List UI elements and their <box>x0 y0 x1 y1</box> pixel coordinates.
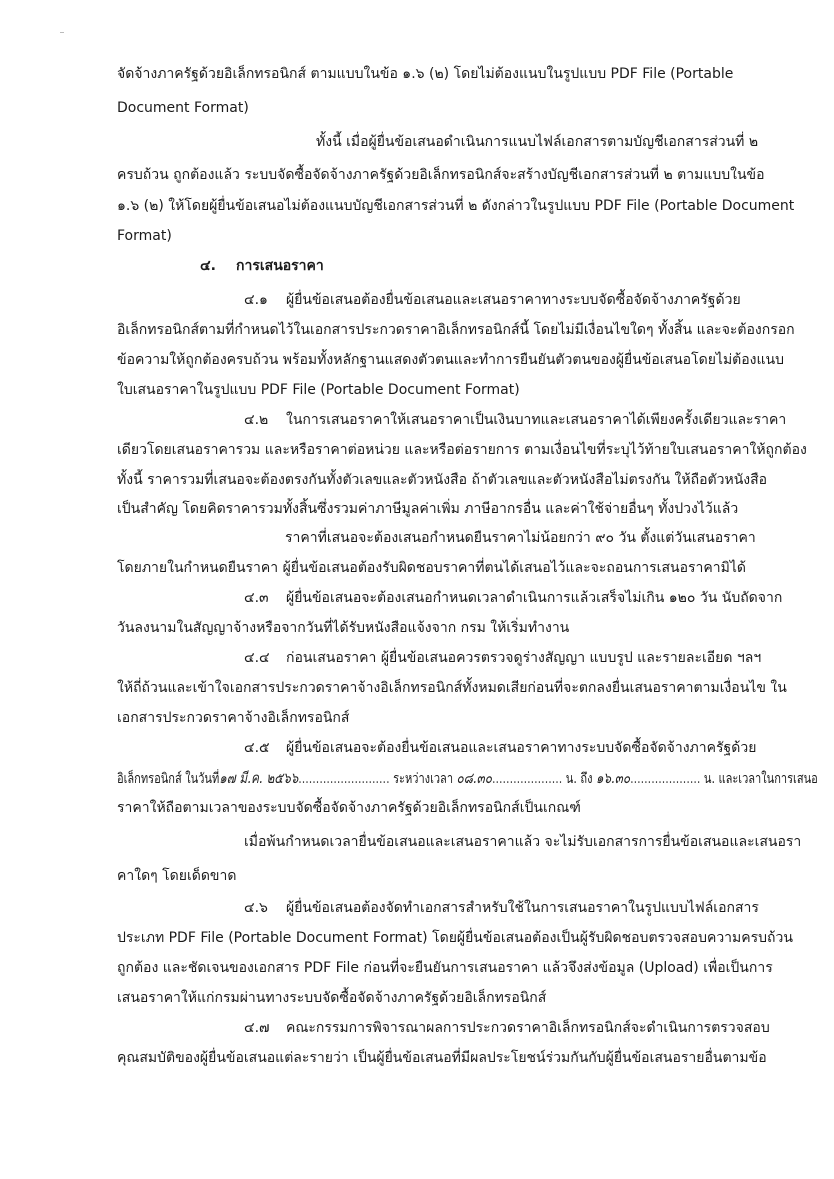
end-time-dotted-field: .................... <box>630 771 701 787</box>
clause-4-5-first-line <box>244 738 756 758</box>
body-line: ทั้งนี้ เมื่อผู้ยื่นข้อเสนอดำเนินการแนบไฟล์เอกสารตามบัญชีเอกสารส่วนที่ ๒ <box>316 134 759 150</box>
between-label: ระหว่างเวลา <box>393 771 454 787</box>
date-line-suffix: น. และเวลาในการเสนอ <box>703 771 818 787</box>
clause-4-5-date-line <box>117 768 818 789</box>
scan-mark <box>60 32 64 33</box>
body-line: วันลงนามในสัญญาจ้างหรือจากวันที่ได้รับหนังสือแจ้งจาก กรม ให้เริ่มทำงาน <box>117 620 570 636</box>
clause-number: ๔.๕ <box>244 740 270 756</box>
clause-4-7-first-line <box>244 1018 770 1038</box>
clause-text: ก่อนเสนอราคา ผู้ยื่นข้อเสนอควรตรวจดูร่างสัญญา แบบรูป และรายละเอียด ฯลฯ <box>286 650 762 666</box>
body-line: ประเภท PDF File (Portable Document Format) โดยผู้ยื่นข้อเสนอต้องเป็นผู้รับผิดชอบตรวจสอบความครบถ้วน <box>117 930 793 946</box>
body-line: เสนอราคาให้แก่กรมผ่านทางระบบจัดซื้อจัดจ้างภาครัฐด้วยอิเล็กทรอนิกส์ <box>117 990 547 1006</box>
body-line: เอกสารประกวดราคาจ้างอิเล็กทรอนิกส์ <box>117 710 350 726</box>
body-line: โดยภายในกำหนดยืนราคา ผู้ยื่นข้อเสนอต้องรับผิดชอบราคาที่ตนได้เสนอไว้และจะถอนการเสนอราคามิได้ <box>117 560 746 576</box>
clause-text: ผู้ยื่นข้อเสนอต้องจัดทำเอกสารสำหรับใช้ในการเสนอราคาในรูปแบบไฟล์เอกสาร <box>286 900 759 916</box>
body-line: ๑.๖ (๒) ให้โดยผู้ยื่นข้อเสนอไม่ต้องแนบบัญชีเอกสารส่วนที่ ๒ ดังกล่าวในรูปแบบ PDF File (Portable Document <box>117 198 795 214</box>
clause-text: ผู้ยื่นข้อเสนอจะต้องเสนอกำหนดเวลาดำเนินการแล้วเสร็จไม่เกิน ๑๒๐ วัน นับถัดจาก <box>286 590 783 606</box>
clause-4-3-first-line <box>244 588 782 608</box>
body-line: คาใดๆ โดยเด็ดขาด <box>117 868 237 884</box>
body-line: ให้ถี่ถ้วนและเข้าใจเอกสารประกวดราคาจ้างอิเล็กทรอนิกส์ทั้งหมดเสียก่อนที่จะตกลงยื่นเสนอราคาตามเงื่อนไข ใน <box>117 680 787 696</box>
body-line: Document Format) <box>117 100 249 116</box>
unit-label: น. <box>565 771 577 787</box>
clause-number: ๔.๒ <box>244 412 269 428</box>
clause-text: ในการเสนอราคาให้เสนอราคาเป็นเงินบาทและเสนอราคาได้เพียงครั้งเดียวและราคา <box>286 412 787 428</box>
to-label: ถึง <box>580 771 593 787</box>
body-line: เป็นสำคัญ โดยคิดราคารวมทั้งสิ้นซึ่งรวมค่าภาษีมูลค่าเพิ่ม ภาษีอากรอื่น และค่าใช้จ่ายอื่นๆ ทั้งปวงไว้แล้ว <box>117 501 739 517</box>
clause-number: ๔.๓ <box>244 590 269 606</box>
clause-number: ๔.๔ <box>244 650 270 666</box>
body-line: จัดจ้างภาครัฐด้วยอิเล็กทรอนิกส์ ตามแบบในข้อ ๑.๖ (๒) โดยไม่ต้องแนบในรูปแบบ PDF File (Portable <box>117 66 734 82</box>
date-dotted-field: .......................... <box>298 771 390 787</box>
body-line: เมื่อพ้นกำหนดเวลายื่นข้อเสนอและเสนอราคาแล้ว จะไม่รับเอกสารการยื่นข้อเสนอและเสนอรา <box>244 834 802 850</box>
section-number: ๔. <box>200 258 216 274</box>
body-line: Format) <box>117 228 172 244</box>
body-line: ข้อความให้ถูกต้องครบถ้วน พร้อมทั้งหลักฐานแสดงตัวตนและทำการยืนยันตัวตนของผู้ยื่นข้อเสนอโดยไม่ต้องแนบ <box>117 352 784 368</box>
clause-4-6-first-line <box>244 898 759 918</box>
clause-text: ผู้ยื่นข้อเสนอจะต้องยื่นข้อเสนอและเสนอราคาทางระบบจัดซื้อจัดจ้างภาครัฐด้วย <box>286 740 757 756</box>
clause-text: คณะกรรมการพิจารณาผลการประกวดราคาอิเล็กทรอนิกส์จะดำเนินการตรวจสอบ <box>286 1020 770 1036</box>
body-line: ราคาที่เสนอจะต้องเสนอกำหนดยืนราคาไม่น้อยกว่า ๙๐ วัน ตั้งแต่วันเสนอราคา <box>285 530 756 546</box>
clause-4-1-first-line <box>244 290 741 310</box>
date-prefix: อิเล็กทรอนิกส์ ในวันที่ <box>117 771 220 787</box>
date-handwritten: ๑๗ มี.ค. ๒๕๖๖ <box>219 769 299 787</box>
body-line: ครบถ้วน ถูกต้องแล้ว ระบบจัดซื้อจัดจ้างภาครัฐด้วยอิเล็กทรอนิกส์จะสร้างบัญชีเอกสารส่วนที่ ๒ ตามแบบในข้อ <box>117 167 765 183</box>
clause-number: ๔.๖ <box>244 900 268 916</box>
body-line: เดียวโดยเสนอราคารวม และหรือราคาต่อหน่วย และหรือต่อรายการ ตามเงื่อนไขที่ระบุไว้ท้ายใบเสนอราคาให้ถูกต้อง <box>117 442 807 458</box>
body-line: ราคาให้ถือตามเวลาของระบบจัดซื้อจัดจ้างภาครัฐด้วยอิเล็กทรอนิกส์เป็นเกณฑ์ <box>117 800 581 816</box>
body-line: ทั้งนี้ ราคารวมที่เสนอจะต้องตรงกันทั้งตัวเลขและตัวหนังสือ ถ้าตัวเลขและตัวหนังสือไม่ตรงกัน ให้ถือตัวหนังสือ <box>117 472 768 488</box>
clause-4-4-first-line <box>244 648 761 668</box>
start-time-handwritten: ๐๘.๓๐ <box>456 769 493 787</box>
body-line: คุณสมบัติของผู้ยื่นข้อเสนอแต่ละรายว่า เป็นผู้ยื่นข้อเสนอที่มีผลประโยชน์ร่วมกันกับผู้ยื่นข้อเสนอรายอื่นตามข้อ <box>117 1050 767 1066</box>
section-heading <box>200 256 324 276</box>
start-time-dotted-field: .................... <box>492 771 563 787</box>
clause-4-2-first-line <box>244 410 786 430</box>
body-line: ใบเสนอราคาในรูปแบบ PDF File (Portable Document Format) <box>117 382 520 398</box>
end-time-handwritten: ๑๖.๓๐ <box>595 769 631 787</box>
clause-text: ผู้ยื่นข้อเสนอต้องยื่นข้อเสนอและเสนอราคาทางระบบจัดซื้อจัดจ้างภาครัฐด้วย <box>286 292 741 308</box>
section-title: การเสนอราคา <box>236 258 324 274</box>
body-line: ถูกต้อง และชัดเจนของเอกสาร PDF File ก่อนที่จะยืนยันการเสนอราคา แล้วจึงส่งข้อมูล (Upload) เพื่อเป็นการ <box>117 960 773 976</box>
body-line: อิเล็กทรอนิกส์ตามที่กำหนดไว้ในเอกสารประกวดราคาอิเล็กทรอนิกส์นี้ โดยไม่มีเงื่อนไขใดๆ ทั้งสิ้น และจะต้องกรอก <box>117 322 795 338</box>
clause-number: ๔.๑ <box>244 292 268 308</box>
clause-number: ๔.๗ <box>244 1020 270 1036</box>
